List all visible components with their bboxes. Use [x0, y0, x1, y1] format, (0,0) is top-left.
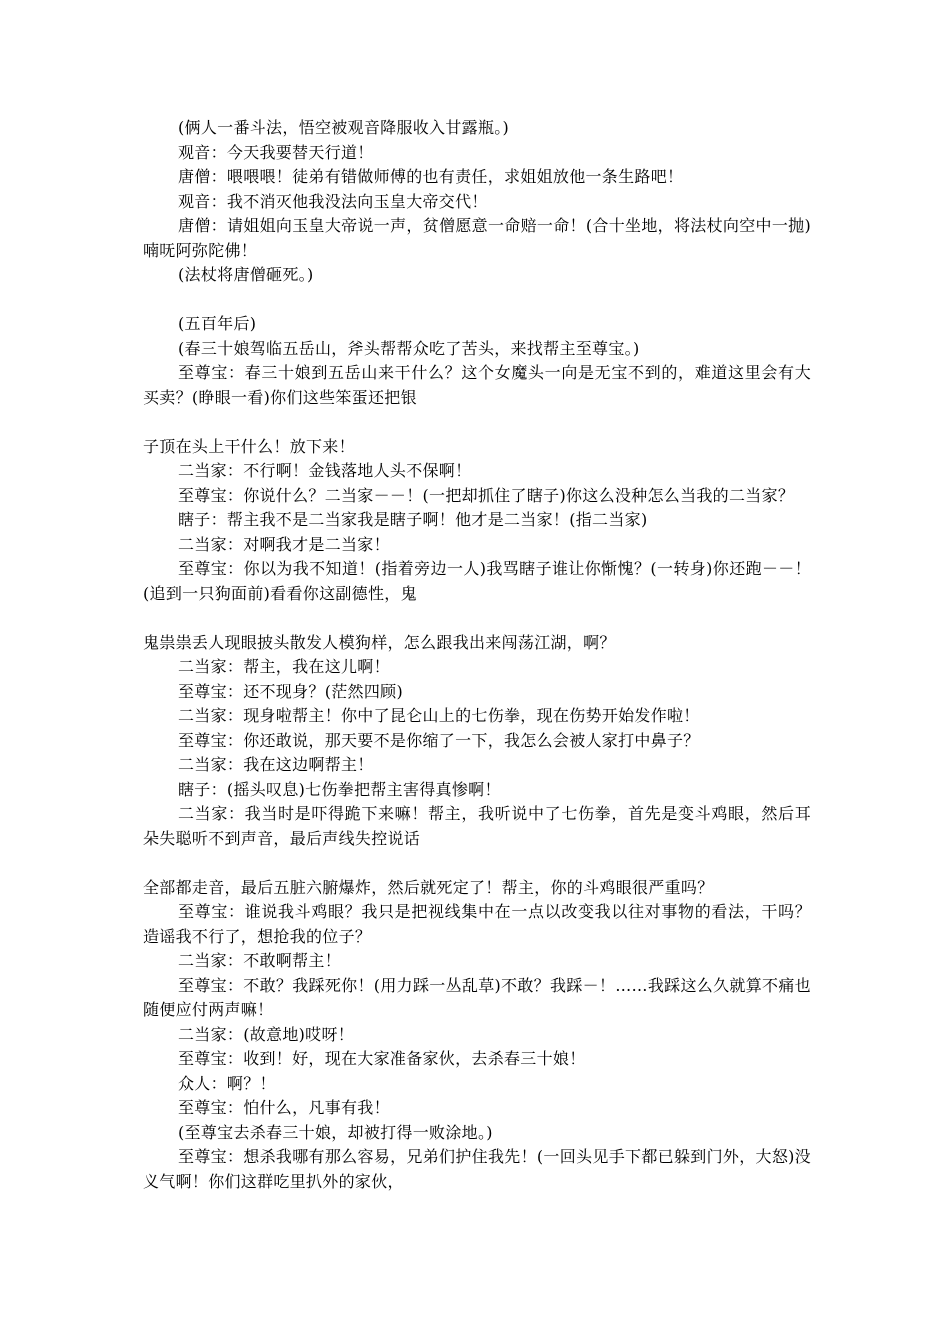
script-paragraph: (法杖将唐僧砸死。): [178, 265, 314, 284]
script-paragraph: 至尊宝：收到！好，现在大家准备家伙，去杀春三十娘！: [178, 1049, 586, 1068]
blank-line: [143, 288, 811, 313]
script-paragraph: 二当家：不敢啊帮主！: [178, 951, 342, 970]
script-paragraph: 众人：啊？！: [178, 1073, 276, 1093]
script-paragraph: 二当家：我当时是吓得跪下来嘛！帮主，我听说中了七伤拳，首先是变斗鸡眼，然后耳朵失聪听不到声音，最后声线失控说话: [143, 804, 811, 848]
script-paragraph: 瞎子：帮主我不是二当家我是瞎子啊！他才是二当家！(指二当家): [178, 510, 648, 529]
script-paragraph: 唐僧：请姐姐向玉皇大帝说一声，贫僧愿意一命赔一命！(合十坐地，将法杖向空中一抛)喃呒阿弥陀佛！: [143, 216, 811, 260]
script-paragraph: (俩人一番斗法，悟空被观音降服收入甘露瓶。): [178, 118, 510, 137]
script-paragraph: 至尊宝：想杀我哪有那么容易，兄弟们护住我先！(一回头见手下都已躲到门外，大怒)没义气啊！你们这群吃里扒外的家伙，: [143, 1147, 811, 1191]
script-paragraph: 至尊宝：春三十娘到五岳山来干什么？这个女魔头一向是无宝不到的，难道这里会有大买卖？(睁眼一看)你们这些笨蛋还把银: [143, 363, 811, 407]
script-paragraph: 至尊宝：你以为我不知道！(指着旁边一人)我骂瞎子谁让你惭愧？(一转身)你还跑－－！(追到一只狗面前)看看你这副德性，鬼: [143, 559, 811, 603]
script-paragraph: (春三十娘驾临五岳山，斧头帮帮众吃了苦头，来找帮主至尊宝。): [178, 338, 640, 358]
script-paragraph: (五百年后): [178, 314, 257, 333]
script-paragraph: 至尊宝：你还敢说，那天要不是你缩了一下，我怎么会被人家打中鼻子？: [178, 730, 700, 750]
script-paragraph: 二当家：帮主，我在这儿啊！: [178, 657, 390, 676]
blank-line: [143, 606, 811, 631]
blank-line: [143, 851, 811, 876]
blank-line: [143, 410, 811, 435]
script-text-body: [143, 116, 811, 1194]
script-paragraph: 至尊宝：你说什么？二当家－－！(一把却抓住了瞎子)你这么没种怎么当我的二当家？: [178, 485, 795, 505]
script-paragraph: 观音：我不消灭他我没法向玉皇大帝交代！: [178, 191, 488, 211]
script-paragraph: 二当家：不行啊！金钱落地人头不保啊！: [178, 461, 472, 480]
continued-paragraph: 鬼祟祟丢人现眼披头散发人模狗样，怎么跟我出来闯荡江湖，啊？: [143, 632, 616, 652]
script-paragraph: 二当家：现身啦帮主！你中了昆仑山上的七伤拳，现在伤势开始发作啦！: [178, 706, 700, 725]
script-paragraph: 至尊宝：怕什么，凡事有我！: [178, 1098, 390, 1117]
script-paragraph: 瞎子：(摇头叹息)七伤拳把帮主害得真惨啊！: [178, 779, 501, 799]
continued-paragraph: 子顶在头上干什么！放下来！: [143, 436, 355, 456]
script-paragraph: 至尊宝：谁说我斗鸡眼？我只是把视线集中在一点以改变我以往对事物的看法，干吗？造谣我不行了，想抢我的位子？: [143, 902, 811, 946]
script-paragraph: 至尊宝：还不现身？(茫然四顾): [178, 681, 403, 701]
script-paragraph: 观音：今天我要替天行道！: [178, 142, 374, 162]
script-paragraph: 二当家：对啊我才是二当家！: [178, 534, 390, 554]
continued-paragraph: 全部都走音，最后五脏六腑爆炸，然后就死定了！帮主，你的斗鸡眼很严重吗？: [143, 877, 714, 897]
script-paragraph: 二当家：(故意地)哎呀！: [178, 1024, 355, 1044]
script-paragraph: 二当家：我在这边啊帮主！: [178, 755, 374, 774]
script-paragraph: (至尊宝去杀春三十娘，却被打得一败涂地。): [178, 1122, 493, 1142]
script-paragraph: 唐僧：喂喂喂！徒弟有错做师傅的也有责任，求姐姐放他一条生路吧！: [178, 167, 684, 186]
script-paragraph: 至尊宝：不敢？我踩死你！(用力踩一丛乱草)不敢？我踩－！……我踩这么久就算不痛也随便应付两声嘛！: [143, 975, 811, 1019]
